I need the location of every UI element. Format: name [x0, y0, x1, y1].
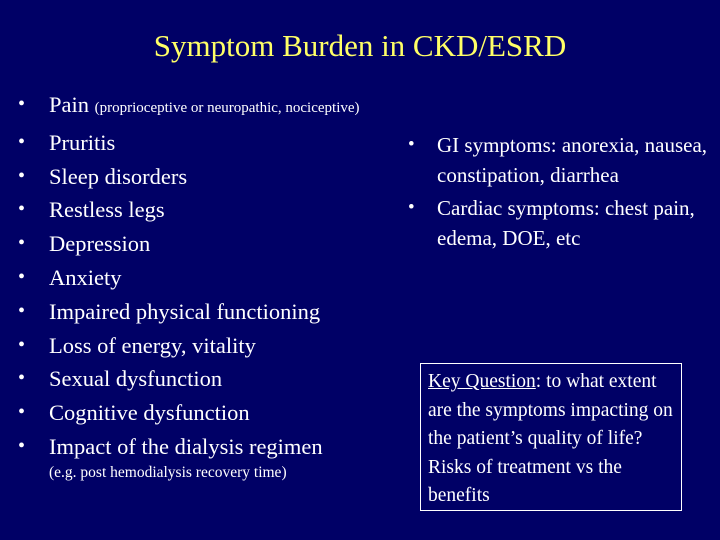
- list-item: [18, 160, 438, 194]
- list-item: [18, 362, 438, 396]
- bullet-icon: •: [18, 333, 26, 356]
- list-item: [18, 261, 438, 295]
- list-item: [18, 227, 438, 261]
- key-question-text: : to what extent are the symptoms impacting on the patient’s quality of life? Risks of treatment vs the benefits: [428, 371, 673, 507]
- bullet-icon: •: [18, 198, 26, 221]
- list-item-label: Impaired physical functioning: [49, 298, 321, 324]
- list-item-detail: (proprioceptive or neuropathic, nociceptive): [94, 100, 360, 116]
- list-item-label: Pruritis: [49, 129, 116, 155]
- list-item-label: Cognitive dysfunction: [49, 400, 250, 426]
- dialysis-note: (e.g. post hemodialysis recovery time): [49, 464, 287, 481]
- slide-title: Symptom Burden in CKD/ESRD: [153, 28, 567, 63]
- list-item: [408, 193, 708, 253]
- bullet-icon: •: [18, 93, 26, 115]
- key-question-box: [420, 363, 682, 511]
- additional-symptom-list: [408, 130, 708, 256]
- list-item: [18, 126, 438, 160]
- list-item: [18, 193, 438, 227]
- list-item-label: Restless legs: [49, 197, 165, 223]
- bullet-icon: •: [18, 401, 26, 424]
- key-question-label: Key Question: [428, 371, 536, 392]
- list-item: [18, 396, 438, 430]
- list-item-label: Impact of the dialysis regimen: [49, 433, 323, 459]
- list-item-label: Loss of energy, vitality: [49, 332, 256, 358]
- bullet-icon: •: [408, 134, 415, 155]
- bullet-icon: •: [18, 130, 26, 153]
- symptom-list: [18, 88, 438, 464]
- bullet-icon: •: [18, 299, 26, 322]
- list-item-label: Sleep disorders: [49, 163, 188, 189]
- list-item-label: Anxiety: [49, 264, 122, 290]
- list-item-label: Sexual dysfunction: [49, 366, 223, 392]
- list-item: [18, 295, 438, 329]
- list-item: [18, 88, 438, 126]
- bullet-icon: •: [408, 197, 415, 218]
- list-item: [18, 430, 438, 464]
- bullet-icon: •: [18, 232, 26, 255]
- list-item-label: Cardiac symptoms: chest pain, edema, DOE, etc: [437, 196, 695, 250]
- list-item: [408, 130, 708, 190]
- bullet-icon: •: [18, 434, 26, 457]
- list-item-label: Depression: [49, 231, 151, 257]
- bullet-icon: •: [18, 164, 26, 187]
- list-item-label: Pain: [49, 92, 90, 117]
- bullet-icon: •: [18, 367, 26, 390]
- list-item-label: GI symptoms: anorexia, nausea, constipation, diarrhea: [437, 133, 708, 187]
- list-item: [18, 329, 438, 363]
- bullet-icon: •: [18, 265, 26, 288]
